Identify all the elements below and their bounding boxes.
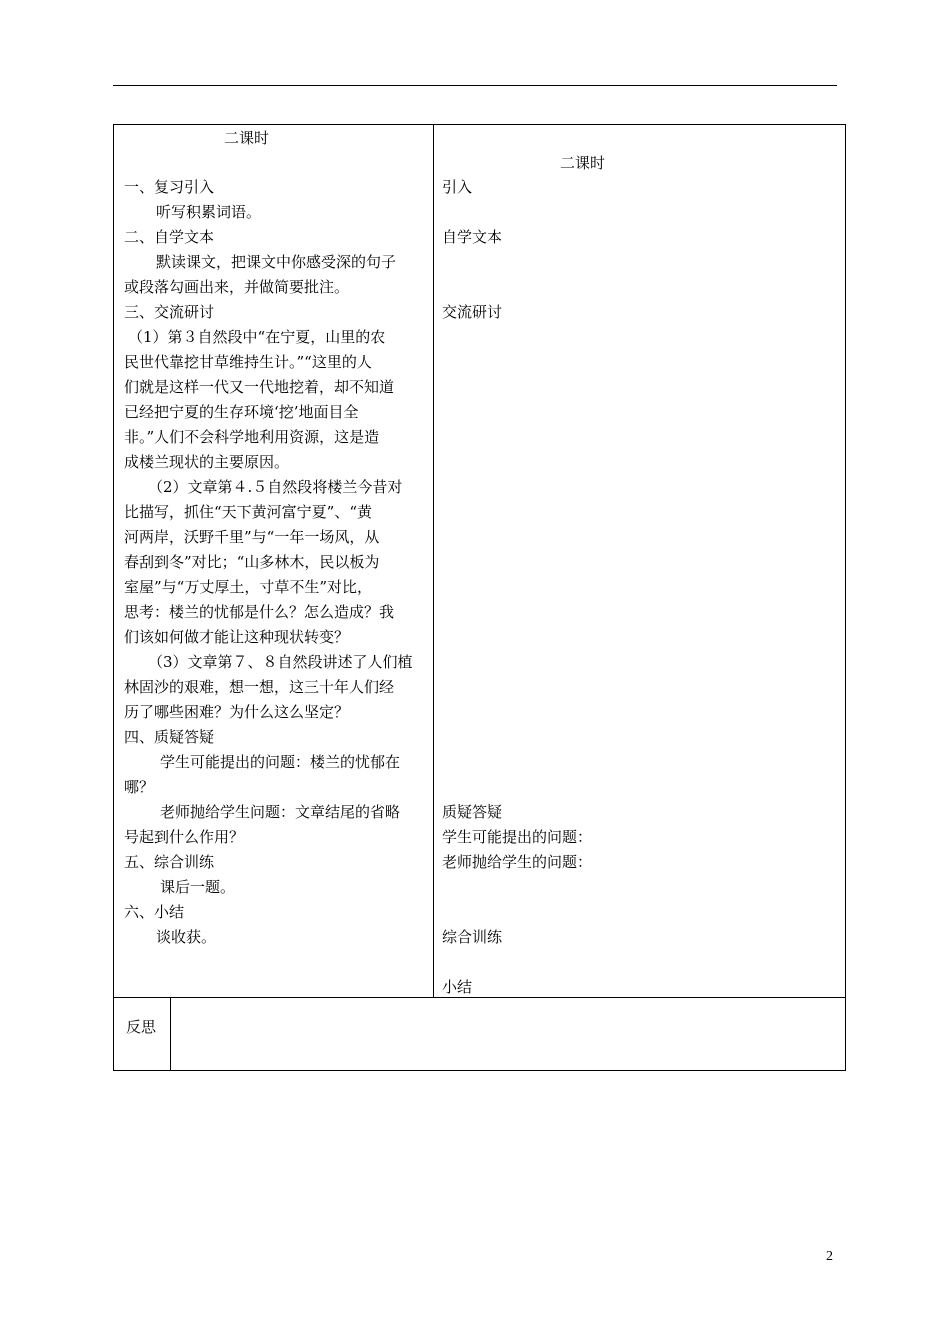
section-heading: 三、交流研讨 xyxy=(124,303,215,321)
column-divider xyxy=(433,125,434,997)
paragraph-line: 民世代靠挖甘草维持生计。”“这里的人 xyxy=(124,353,372,371)
header-rule xyxy=(113,85,837,86)
paragraph-line: 课后一题。 xyxy=(160,878,236,896)
paragraph-line: 们该如何做才能让这种现状转变？ xyxy=(124,628,350,646)
section-heading: 六、小结 xyxy=(124,903,185,921)
paragraph-line: 们就是这样一代又一代地挖着，却不知道 xyxy=(124,378,395,396)
section-heading: 五、综合训练 xyxy=(124,853,215,871)
paragraph-line: 默读课文，把课文中你感受深的句子 xyxy=(156,253,397,271)
paragraph-line: 非。”人们不会科学地利用资源，这是造 xyxy=(124,428,380,446)
reflection-divider xyxy=(170,997,171,1070)
note-line: 引入 xyxy=(442,178,473,196)
paragraph-line: 河两岸，沃野千里”与“一年一场风，从 xyxy=(124,528,380,546)
note-line: 老师抛给学生的问题： xyxy=(442,853,593,871)
note-line: 综合训练 xyxy=(442,928,503,946)
paragraph-line: 老师抛给学生问题：文章结尾的省略 xyxy=(160,803,401,821)
paragraph-line: 比描写，抓住“天下黄河富宁夏”、“黄 xyxy=(124,503,373,521)
note-line: 质疑答疑 xyxy=(442,803,503,821)
lesson-session-label: 二课时 xyxy=(560,154,606,172)
paragraph-line: 号起到什么作用？ xyxy=(124,828,245,846)
row-divider xyxy=(114,997,845,998)
paragraph-line: 哪？ xyxy=(124,778,155,796)
note-line: 小结 xyxy=(442,978,473,996)
paragraph-line: （2）文章第４.５自然段将楼兰今昔对 xyxy=(148,478,403,496)
section-heading: 四、质疑答疑 xyxy=(124,728,215,746)
paragraph-line: 林固沙的艰难，想一想，这三十年人们经 xyxy=(124,678,395,696)
paragraph-line: 谈收获。 xyxy=(156,928,217,946)
paragraph-line: 听写积累词语。 xyxy=(156,203,262,221)
note-line: 学生可能提出的问题： xyxy=(442,828,593,846)
paragraph-line: 历了哪些困难？为什么这么坚定？ xyxy=(124,703,350,721)
paragraph-line: （1）第３自然段中“在宁夏，山里的农 xyxy=(128,328,386,346)
reflection-label: 反思 xyxy=(126,1018,157,1036)
paragraph-line: 成楼兰现状的主要原因。 xyxy=(124,453,290,471)
section-heading: 一、复习引入 xyxy=(124,178,215,196)
paragraph-line: 学生可能提出的问题：楼兰的忧郁在 xyxy=(160,753,401,771)
paragraph-line: （3）文章第７、８自然段讲述了人们植 xyxy=(148,653,413,671)
paragraph-line: 春刮到冬”对比；“山多林木，民以板为 xyxy=(124,553,380,571)
page-number: 2 xyxy=(826,1249,833,1264)
section-heading: 二、自学文本 xyxy=(124,228,215,246)
note-line: 自学文本 xyxy=(442,228,503,246)
paragraph-line: 室屋”与“万丈厚土，寸草不生”对比， xyxy=(124,578,373,596)
lesson-session-label: 二课时 xyxy=(224,129,270,147)
note-line: 交流研讨 xyxy=(442,303,503,321)
paragraph-line: 思考：楼兰的忧郁是什么？怎么造成？我 xyxy=(124,603,395,621)
paragraph-line: 已经把宁夏的生存环境‘挖’地面目全 xyxy=(124,403,359,421)
paragraph-line: 或段落勾画出来，并做简要批注。 xyxy=(124,278,350,296)
